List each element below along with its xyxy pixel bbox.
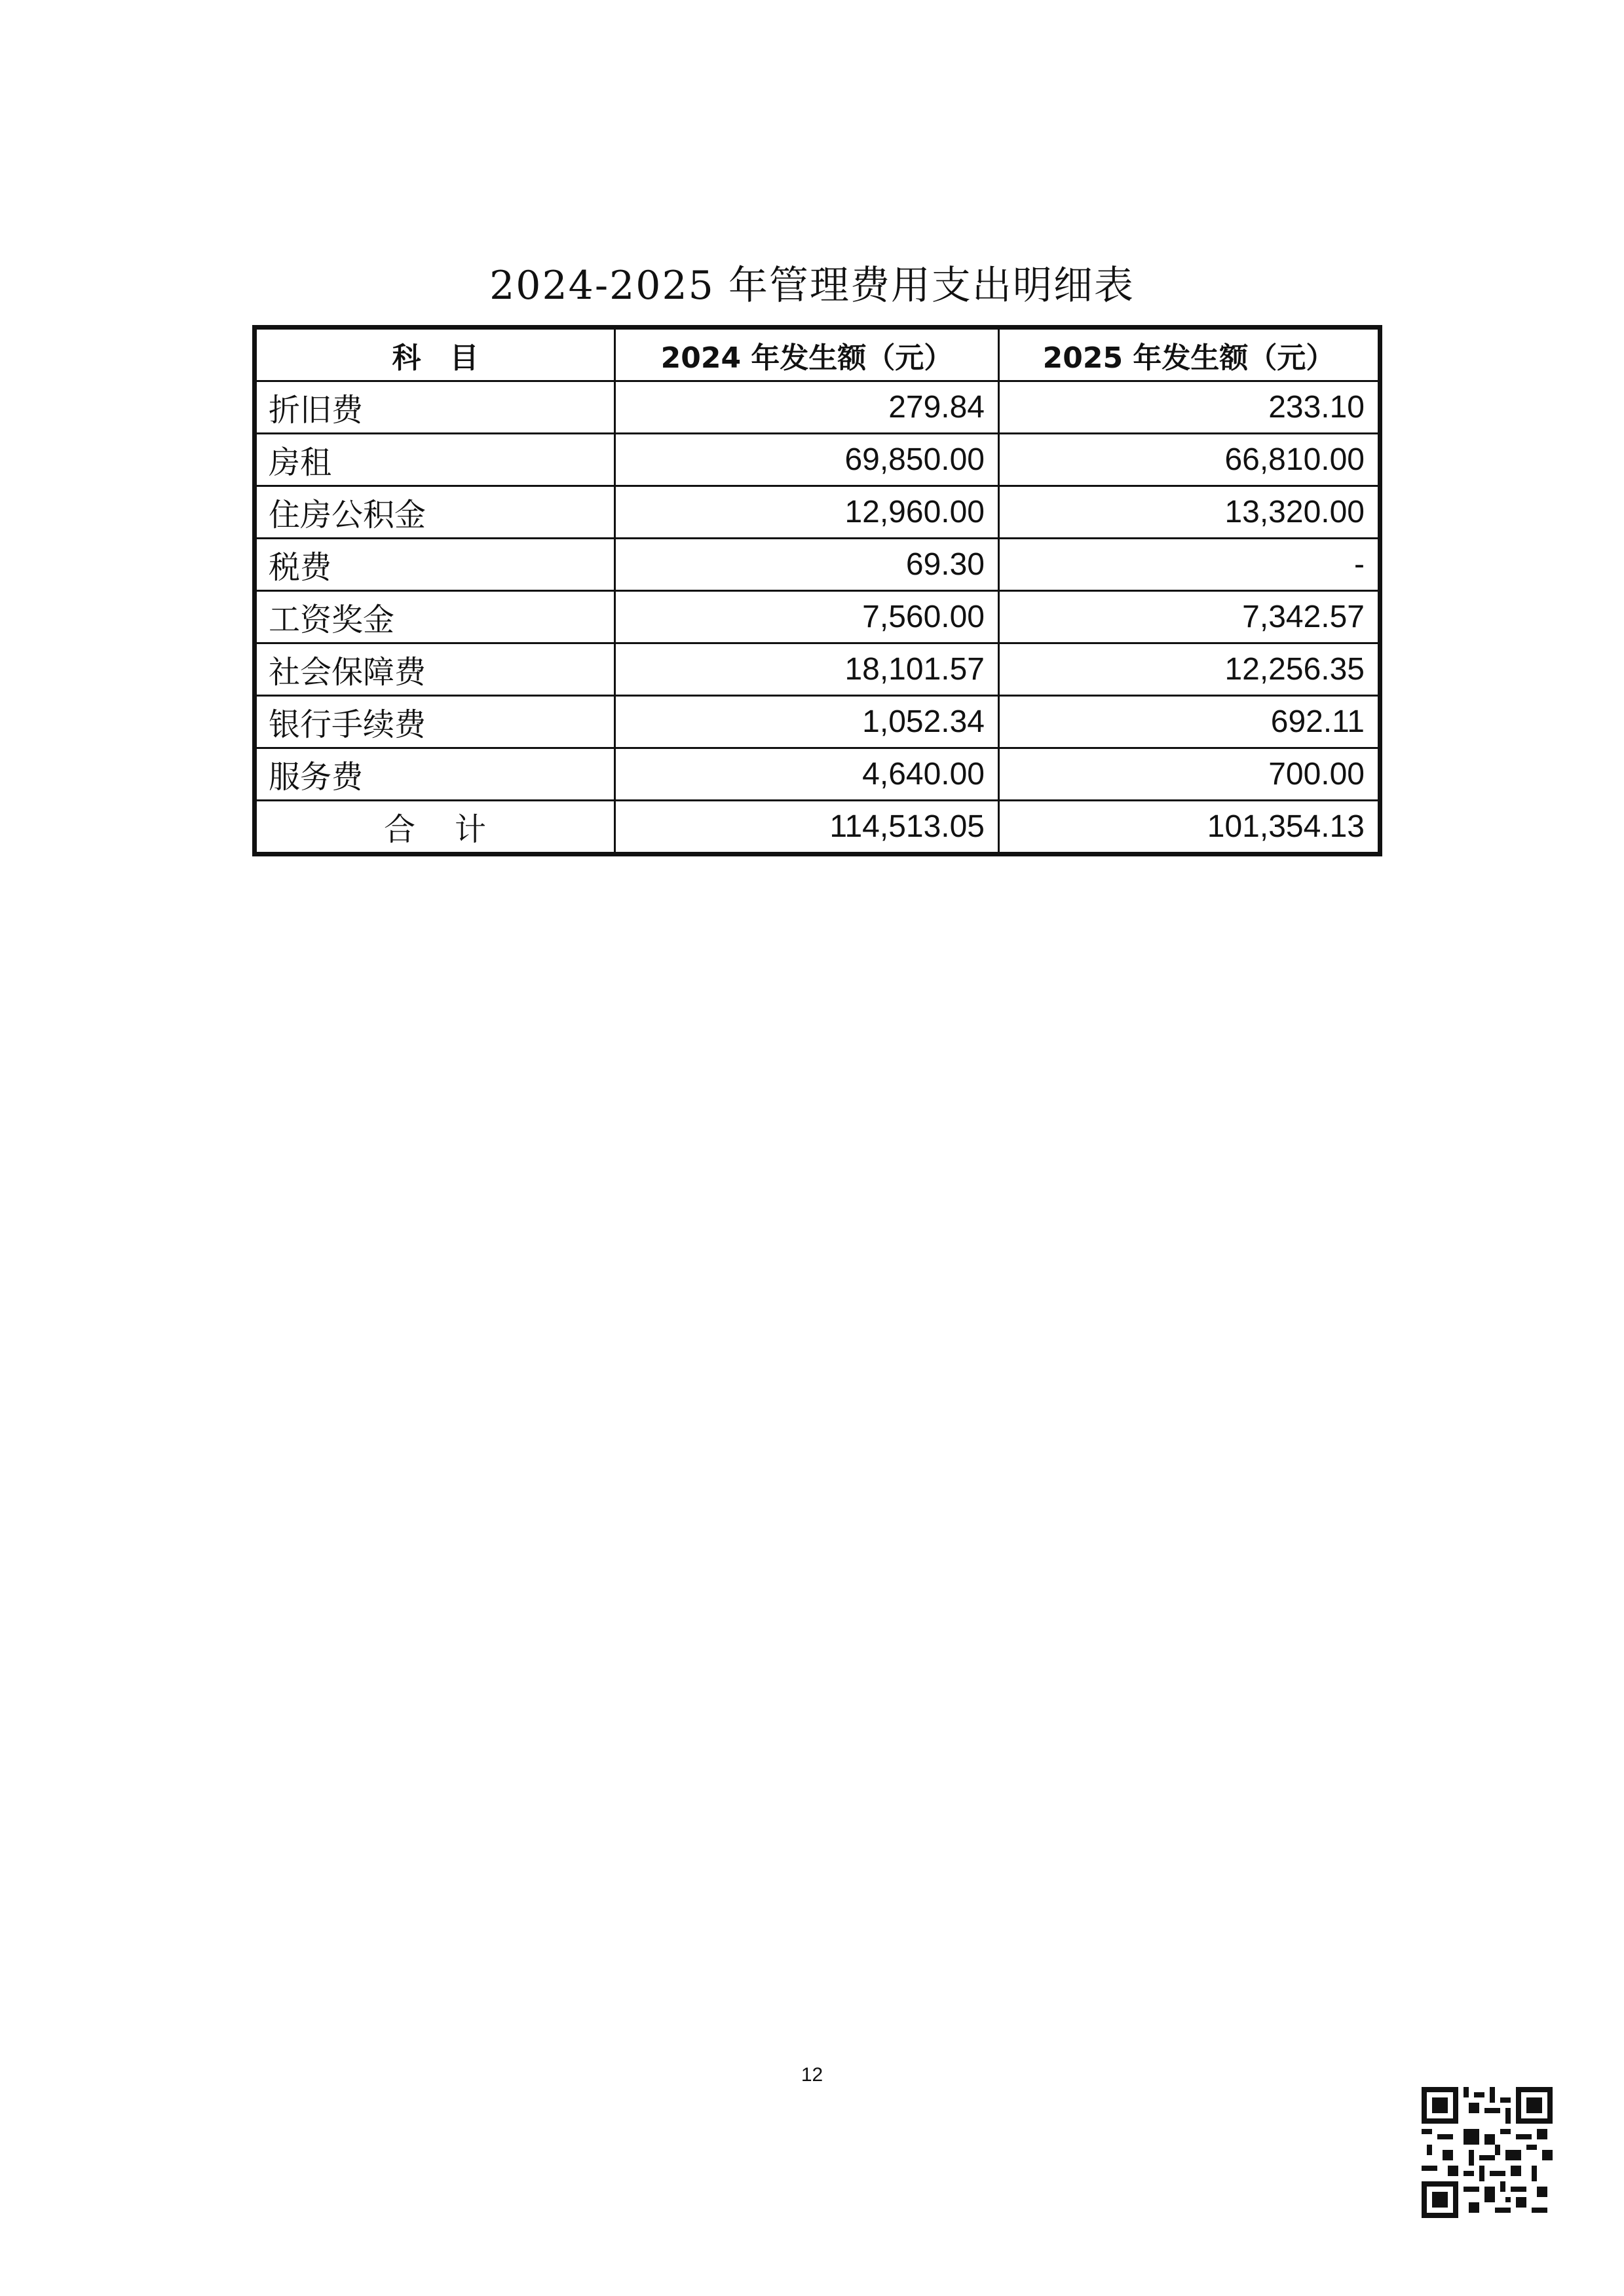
row-item: 社会保障费 (256, 643, 615, 696)
total-label: 合计 (256, 801, 615, 853)
row-2024: 4,640.00 (615, 748, 999, 801)
total-2025: 101,354.13 (999, 801, 1379, 853)
page-number: 12 (801, 2064, 823, 2086)
table-row (256, 696, 1379, 748)
row-2025: 233.10 (999, 381, 1379, 434)
table-row (256, 486, 1379, 539)
table-row (256, 381, 1379, 434)
table-row (256, 748, 1379, 801)
row-2025: - (999, 539, 1379, 591)
row-item: 住房公积金 (256, 486, 615, 539)
expense-table (255, 328, 1380, 854)
row-2025: 13,320.00 (999, 486, 1379, 539)
qr-code-icon (1422, 2087, 1553, 2218)
row-2024: 69.30 (615, 539, 999, 591)
row-2024: 7,560.00 (615, 591, 999, 643)
table-row (256, 591, 1379, 643)
row-item: 服务费 (256, 748, 615, 801)
table-row (256, 643, 1379, 696)
row-item: 税费 (256, 539, 615, 591)
row-item: 折旧费 (256, 381, 615, 434)
row-2025: 66,810.00 (999, 434, 1379, 486)
table-row (256, 434, 1379, 486)
table-total-row (256, 801, 1379, 853)
row-2024: 18,101.57 (615, 643, 999, 696)
row-2024: 12,960.00 (615, 486, 999, 539)
table-row (256, 539, 1379, 591)
row-2024: 279.84 (615, 381, 999, 434)
header-item: 科 目 (256, 329, 615, 381)
row-item: 房租 (256, 434, 615, 486)
row-2024: 1,052.34 (615, 696, 999, 748)
page-title: 2024-2025 年管理费用支出明细表 (489, 263, 1135, 309)
row-item: 银行手续费 (256, 696, 615, 748)
header-2024: 2024 年发生额（元） (615, 329, 999, 381)
row-2025: 692.11 (999, 696, 1379, 748)
row-2024: 69,850.00 (615, 434, 999, 486)
row-2025: 12,256.35 (999, 643, 1379, 696)
row-item: 工资奖金 (256, 591, 615, 643)
row-2025: 700.00 (999, 748, 1379, 801)
table-header-row (256, 329, 1379, 381)
header-2025: 2025 年发生额（元） (999, 329, 1379, 381)
total-2024: 114,513.05 (615, 801, 999, 853)
row-2025: 7,342.57 (999, 591, 1379, 643)
